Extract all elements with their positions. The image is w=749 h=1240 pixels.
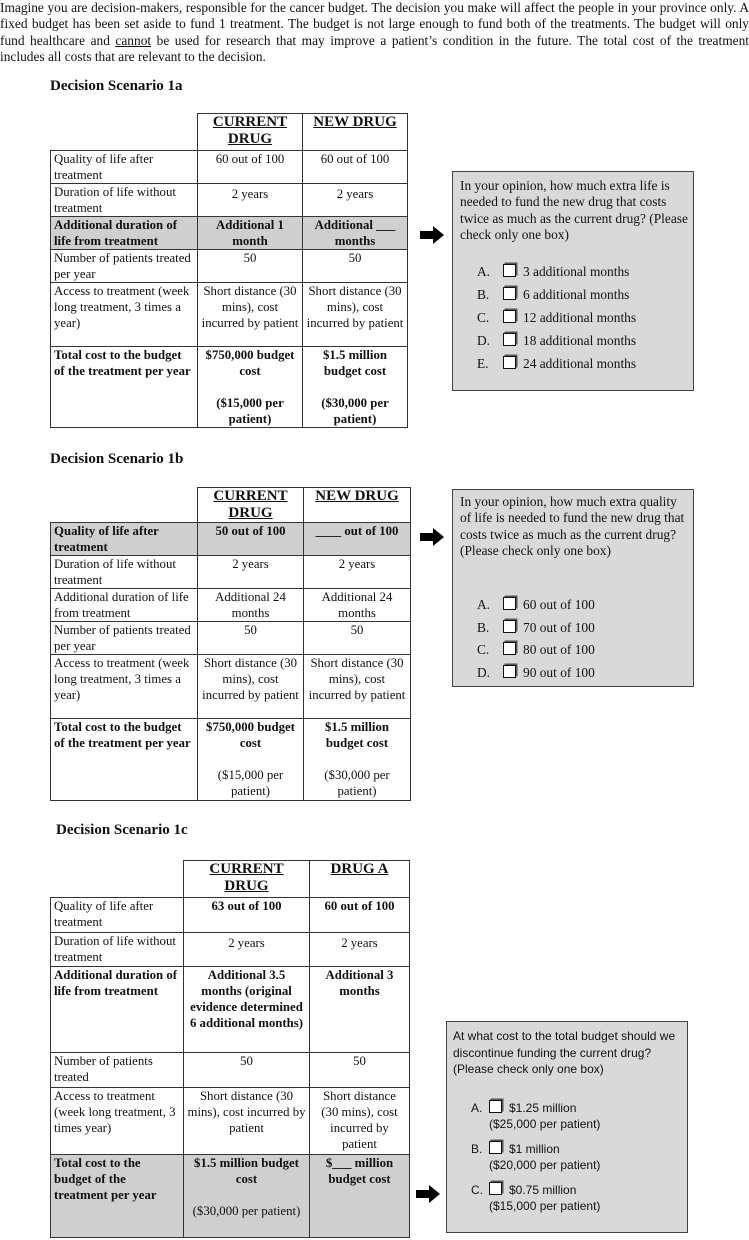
scenario-1a-title: Decision Scenario 1a xyxy=(50,78,183,94)
option-label: 80 out of 100 xyxy=(523,642,595,657)
question-text: At what cost to the total budget should we discontinue funding the current drug? (Please check only one box) xyxy=(453,1029,676,1076)
table-row xyxy=(51,347,408,428)
checkbox-icon[interactable] xyxy=(503,287,516,300)
row-label: Quality of life after treatment xyxy=(51,151,198,184)
option-label: 3 additional months xyxy=(523,264,630,279)
drug-a-value: 60 out of 100 xyxy=(310,898,410,933)
checkbox-icon[interactable] xyxy=(503,620,516,633)
table-row-highlighted xyxy=(51,523,411,556)
table-header-row xyxy=(51,861,410,898)
budget-cost: $750,000 budget cost xyxy=(206,720,295,750)
intro-paragraph xyxy=(0,0,749,66)
option-letter: A. xyxy=(477,264,491,279)
checkbox-icon[interactable] xyxy=(503,310,516,323)
per-patient-cost: ($30,000 per patient) xyxy=(324,768,390,798)
budget-cost: $___ million budget cost xyxy=(325,1156,394,1186)
option-sublabel: ($25,000 per patient) xyxy=(489,1117,601,1131)
option-letter: C. xyxy=(477,310,490,325)
option-c[interactable] xyxy=(477,310,636,326)
scenario-1a-question-box xyxy=(452,171,694,391)
new-drug-value: Short distance (30 mins), cost incurred by patient xyxy=(303,283,408,347)
current-drug-value: 63 out of 100 xyxy=(184,898,310,933)
current-drug-value: 2 years xyxy=(198,184,303,217)
new-drug-value: Additional ___ months xyxy=(303,217,408,250)
current-drug-value: 50 xyxy=(198,622,304,655)
row-label: Total cost to the budget of the treatment per year xyxy=(51,1155,184,1238)
new-drug-value: 60 out of 100 xyxy=(303,151,408,184)
table-row xyxy=(51,589,411,622)
option-letter: E. xyxy=(477,356,489,371)
budget-cost: $1.5 million budget cost xyxy=(323,348,387,378)
new-drug-value: Additional 24 months xyxy=(304,589,411,622)
arrow-right-icon xyxy=(420,528,444,546)
table-row xyxy=(51,967,410,1053)
column-header-new-drug: NEW DRUG xyxy=(304,488,411,523)
per-patient-cost: ($30,000 per patient) xyxy=(192,1204,301,1218)
option-letter: B. xyxy=(477,620,490,635)
row-label: Number of patients treated xyxy=(51,1053,184,1088)
new-drug-value: 50 xyxy=(304,622,411,655)
table-row xyxy=(51,898,410,933)
new-drug-value: 2 years xyxy=(303,184,408,217)
option-b[interactable] xyxy=(477,620,595,636)
column-header-new-drug: NEW DRUG xyxy=(303,114,408,151)
option-label: $1.25 million xyxy=(509,1101,577,1115)
table-row xyxy=(51,250,408,283)
option-a[interactable] xyxy=(471,1100,600,1131)
column-header-current-drug: CURRENT DRUG xyxy=(198,488,304,523)
per-patient-cost: ($15,000 per patient) xyxy=(216,396,284,426)
option-letter: B. xyxy=(477,287,490,302)
current-drug-value: Additional 1 month xyxy=(198,217,303,250)
checkbox-icon[interactable] xyxy=(503,356,516,369)
row-label: Additional duration of life from treatment xyxy=(51,217,198,250)
current-drug-value: 2 years xyxy=(184,933,310,967)
current-drug-value: Additional 3.5 months (original evidence determined 6 additional months) xyxy=(184,967,310,1053)
new-drug-value: Short distance (30 mins), cost incurred by patient xyxy=(304,655,411,719)
option-sublabel: ($20,000 per patient) xyxy=(489,1158,601,1172)
drug-a-value: Short distance (30 mins), cost incurred by patient xyxy=(310,1088,410,1155)
option-c[interactable] xyxy=(471,1182,600,1213)
option-letter: D. xyxy=(477,333,491,348)
table-row xyxy=(51,151,408,184)
current-drug-value: Short distance (30 mins), cost incurred by patient xyxy=(184,1088,310,1155)
intro-text-2: be used for research that may improve a patient’s condition in the future. The total cost of the treatment includes all costs that are relevant to the decision. xyxy=(0,32,749,65)
new-drug-value xyxy=(304,719,411,801)
drug-a-value: 50 xyxy=(310,1053,410,1088)
option-b[interactable] xyxy=(471,1141,600,1172)
current-drug-value: Short distance (30 mins), cost incurred by patient xyxy=(198,655,304,719)
current-drug-value xyxy=(198,347,303,428)
table-row xyxy=(51,1088,410,1155)
table-row xyxy=(51,719,411,801)
table-row xyxy=(51,1053,410,1088)
budget-cost: $750,000 budget cost xyxy=(205,348,295,378)
table-row xyxy=(51,933,410,967)
arrow-right-icon xyxy=(420,226,444,244)
table-row xyxy=(51,556,411,589)
row-label: Access to treatment (week long treatment, 3 times year) xyxy=(51,1088,184,1155)
table-row xyxy=(51,184,408,217)
option-sublabel: ($15,000 per patient) xyxy=(489,1199,601,1213)
checkbox-icon[interactable] xyxy=(503,665,516,678)
question-text: In your opinion, how much extra quality of life is needed to fund the new drug that costs twice as much as the current drug? (Please check only one box) xyxy=(460,494,685,559)
table-row-highlighted xyxy=(51,217,408,250)
intro-text-1: Imagine you are decision-makers, responsible for the cancer budget. The decision you make will affect the people in your province only. A fixed budget has been set aside to fund 1 treatment. The budget is not large enough to fund both of the treatments. The budget will only fund healthcare and xyxy=(0,0,749,48)
current-drug-value: 2 years xyxy=(198,556,304,589)
row-label: Duration of life without treatment xyxy=(51,556,198,589)
table-row xyxy=(51,655,411,719)
option-e[interactable] xyxy=(477,356,636,372)
budget-cost: $1.5 million budget cost xyxy=(194,1156,299,1186)
per-patient-cost: ($15,000 per patient) xyxy=(217,768,284,798)
current-drug-value: 50 xyxy=(198,250,303,283)
current-drug-value: 60 out of 100 xyxy=(198,151,303,184)
scenario-1b-table xyxy=(50,487,411,801)
option-c[interactable] xyxy=(477,642,595,658)
budget-cost: $1.5 million budget cost xyxy=(325,720,389,750)
table-header-row xyxy=(51,114,408,151)
option-label: 24 additional months xyxy=(523,356,637,371)
arrow-right-icon xyxy=(416,1185,440,1203)
new-drug-value xyxy=(303,347,408,428)
row-label: Total cost to the budget of the treatment per year xyxy=(51,347,198,428)
row-label: Number of patients treated per year xyxy=(51,250,198,283)
row-label: Access to treatment (week long treatment, 3 times a year) xyxy=(51,283,198,347)
option-d[interactable] xyxy=(477,665,595,681)
option-label: 60 out of 100 xyxy=(523,597,595,612)
option-letter: A. xyxy=(471,1101,483,1115)
new-drug-value: 50 xyxy=(303,250,408,283)
current-drug-value: Short distance (30 mins), cost incurred by patient xyxy=(198,283,303,347)
checkbox-icon[interactable] xyxy=(503,333,516,346)
option-label: 90 out of 100 xyxy=(523,665,595,680)
scenario-1c-title: Decision Scenario 1c xyxy=(56,822,188,838)
scenario-1c-question-box xyxy=(446,1021,688,1233)
column-header-current-drug: CURRENT DRUG xyxy=(184,861,310,898)
scenario-1a-table xyxy=(50,113,408,428)
row-label: Total cost to the budget of the treatment per year xyxy=(51,719,198,801)
row-label: Quality of life after treatment xyxy=(51,898,184,933)
table-header-row xyxy=(51,488,411,523)
option-d[interactable] xyxy=(477,333,636,349)
question-text: In your opinion, how much extra life is needed to fund the new drug that costs twice as much as the current drug? (Please check only one box) xyxy=(460,178,688,243)
option-letter: D. xyxy=(477,665,491,680)
current-drug-value: 50 out of 100 xyxy=(198,523,304,556)
row-label: Additional duration of life from treatment xyxy=(51,967,184,1053)
option-a[interactable] xyxy=(477,597,595,613)
option-a[interactable] xyxy=(477,264,629,280)
option-label: 6 additional months xyxy=(523,287,630,302)
drug-a-value: 2 years xyxy=(310,933,410,967)
option-letter: C. xyxy=(471,1183,483,1197)
option-label: $1 million xyxy=(509,1142,560,1156)
current-drug-value xyxy=(184,1155,310,1238)
checkbox-icon[interactable] xyxy=(503,642,516,655)
option-letter: C. xyxy=(477,642,490,657)
scenario-1c-table xyxy=(50,860,410,1238)
option-letter: B. xyxy=(471,1142,483,1156)
checkbox-icon[interactable] xyxy=(503,597,516,610)
scenario-1b-title: Decision Scenario 1b xyxy=(50,451,184,467)
option-letter: A. xyxy=(477,597,491,612)
drug-a-value: Additional 3 months xyxy=(310,967,410,1053)
current-drug-value: 50 xyxy=(184,1053,310,1088)
scenario-1b-question-box xyxy=(452,489,694,687)
row-label: Access to treatment (week long treatment, 3 times a year) xyxy=(51,655,198,719)
intro-underlined-word: cannot xyxy=(115,32,152,48)
column-header-drug-a: DRUG A xyxy=(310,861,410,898)
per-patient-cost: ($30,000 per patient) xyxy=(321,396,389,426)
current-drug-value xyxy=(198,719,304,801)
table-row xyxy=(51,622,411,655)
checkbox-icon[interactable] xyxy=(489,1100,502,1113)
drug-a-value xyxy=(310,1155,410,1238)
row-label: Additional duration of life from treatment xyxy=(51,589,198,622)
current-drug-value: Additional 24 months xyxy=(198,589,304,622)
option-label: 70 out of 100 xyxy=(523,620,595,635)
checkbox-icon[interactable] xyxy=(503,264,516,277)
row-label: Number of patients treated per year xyxy=(51,622,198,655)
new-drug-value: 2 years xyxy=(304,556,411,589)
option-label: 18 additional months xyxy=(523,333,637,348)
row-label: Duration of life without treatment xyxy=(51,184,198,217)
row-label: Quality of life after treatment xyxy=(51,523,198,556)
checkbox-icon[interactable] xyxy=(489,1141,502,1154)
table-row xyxy=(51,283,408,347)
option-label: 12 additional months xyxy=(523,310,637,325)
option-label: $0.75 million xyxy=(509,1183,577,1197)
checkbox-icon[interactable] xyxy=(489,1182,502,1195)
column-header-current-drug: CURRENT DRUG xyxy=(198,114,303,151)
row-label: Duration of life without treatment xyxy=(51,933,184,967)
new-drug-value: ____ out of 100 xyxy=(304,523,411,556)
table-row-highlighted xyxy=(51,1155,410,1238)
option-b[interactable] xyxy=(477,287,629,303)
